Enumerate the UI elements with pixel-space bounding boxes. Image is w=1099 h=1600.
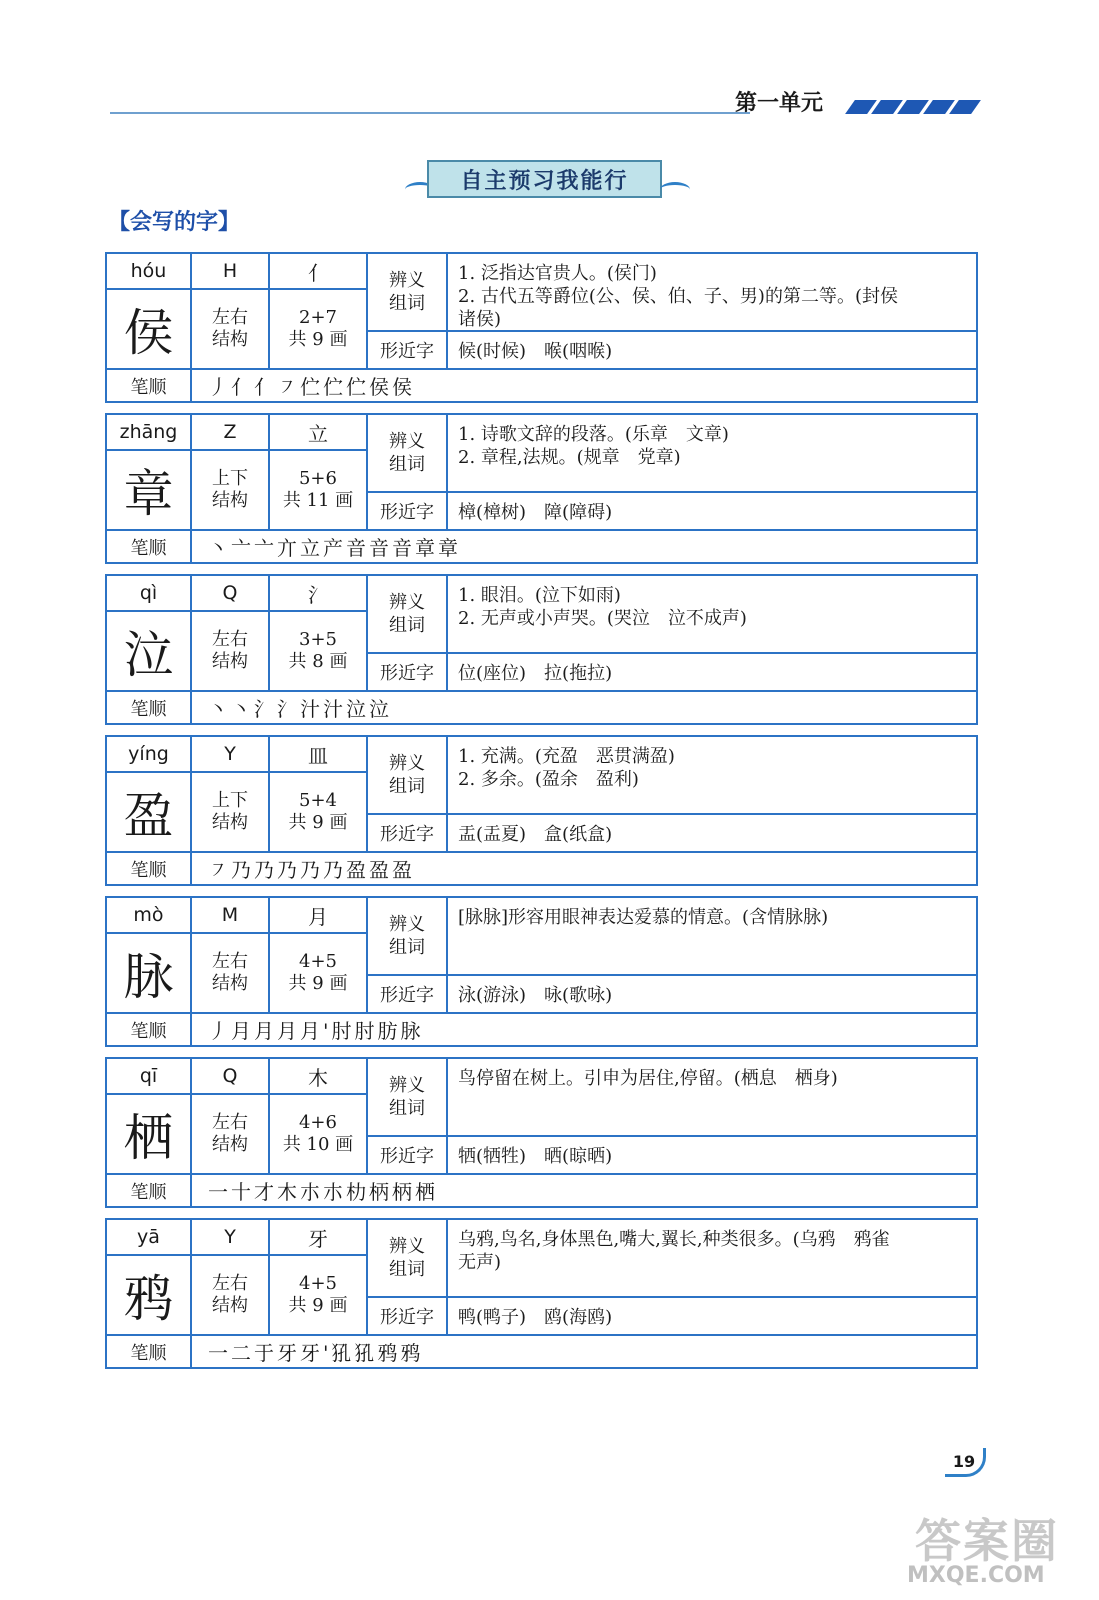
similar-chars: 候(时候) 喉(咽喉)	[458, 341, 613, 362]
pinyin: hóu	[107, 254, 192, 290]
char-entry	[105, 413, 978, 564]
stroke-order-label: 笔顺	[107, 529, 192, 562]
stroke-order-label: 笔顺	[107, 368, 192, 401]
meaning-label: 辨义 组词	[368, 576, 448, 654]
pinyin: qī	[107, 1059, 192, 1095]
similar-chars: 泳(游泳) 咏(歌咏)	[458, 985, 613, 1006]
character: 泣	[107, 612, 192, 690]
stroke-order-label: 笔顺	[107, 1012, 192, 1045]
meaning-label: 辨义 组词	[368, 254, 448, 332]
radical: 氵	[270, 576, 368, 612]
similar-chars: 位(座位) 拉(拖拉)	[458, 663, 613, 684]
initial: Q	[192, 1059, 270, 1095]
pinyin: mò	[107, 898, 192, 934]
watermark-url: MXQE.COM	[907, 1563, 1045, 1588]
watermark	[905, 1505, 1085, 1595]
stroke-order-label: 笔顺	[107, 1334, 192, 1367]
structure: 上下 结构	[192, 451, 270, 529]
meaning: [脉脉]形容用眼神表达爱慕的情意。(含情脉脉)	[448, 898, 976, 976]
pinyin: qì	[107, 576, 192, 612]
initial: Y	[192, 1220, 270, 1256]
similar-chars: 盂(盂夏) 盒(纸盒)	[458, 824, 613, 845]
similar-label: 形近字	[368, 976, 448, 1012]
character: 盈	[107, 773, 192, 851]
radical: 立	[270, 415, 368, 451]
initial: Q	[192, 576, 270, 612]
meaning-label: 辨义 组词	[368, 1059, 448, 1137]
stroke-order: 丶亠亠亣立产音音音章章	[192, 529, 976, 562]
stroke-order: ㇇乃乃乃乃乃盈盈盈	[192, 851, 976, 884]
page-number: 19	[945, 1448, 986, 1477]
similar-chars: 牺(牺牲) 晒(晾晒)	[458, 1146, 613, 1167]
radical: 亻	[270, 254, 368, 290]
char-entry	[105, 574, 978, 725]
structure: 上下 结构	[192, 773, 270, 851]
meaning: 1. 泛指达官贵人。(侯门) 2. 古代五等爵位(公、侯、伯、子、男)的第二等。(封侯 诸侯)	[448, 254, 976, 332]
stroke-count: 4+5 共 9 画	[270, 1256, 368, 1334]
meaning: 1. 眼泪。(泣下如雨) 2. 无声或小声哭。(哭泣 泣不成声)	[448, 576, 976, 654]
similar-label: 形近字	[368, 1137, 448, 1173]
character: 侯	[107, 290, 192, 368]
similar-label: 形近字	[368, 493, 448, 529]
similar-label: 形近字	[368, 815, 448, 851]
pinyin: yā	[107, 1220, 192, 1256]
meaning: 1. 诗歌文辞的段落。(乐章 文章) 2. 章程,法规。(规章 党章)	[448, 415, 976, 493]
structure: 左右 结构	[192, 290, 270, 368]
char-entry	[105, 252, 978, 403]
header-stripes	[850, 100, 976, 114]
banner-title: 自主预习我能行	[427, 160, 662, 198]
stroke-order: 一二于牙牙'犼犼鸦鸦	[192, 1334, 976, 1367]
radical: 月	[270, 898, 368, 934]
structure: 左右 结构	[192, 1256, 270, 1334]
character-table	[105, 252, 978, 1379]
similar-chars: 樟(樟树) 障(障碍)	[458, 502, 613, 523]
stroke-order: 丿亻亻㇇伫伫伫侯侯	[192, 368, 976, 401]
radical: 牙	[270, 1220, 368, 1256]
structure: 左右 结构	[192, 1095, 270, 1173]
section-banner	[405, 160, 690, 202]
character: 栖	[107, 1095, 192, 1173]
stroke-order: 一十才木朩朩朸柄柄栖	[192, 1173, 976, 1206]
character: 章	[107, 451, 192, 529]
char-entry	[105, 896, 978, 1047]
meaning-label: 辨义 组词	[368, 415, 448, 493]
header-rule	[110, 112, 750, 114]
meaning-label: 辨义 组词	[368, 737, 448, 815]
initial: Y	[192, 737, 270, 773]
similar-label: 形近字	[368, 332, 448, 368]
stroke-count: 2+7 共 9 画	[270, 290, 368, 368]
stroke-order-label: 笔顺	[107, 690, 192, 723]
similar-label: 形近字	[368, 654, 448, 690]
similar-chars: 鸭(鸭子) 鸥(海鸥)	[458, 1307, 613, 1328]
wave-decoration-right	[660, 182, 690, 197]
character: 鸦	[107, 1256, 192, 1334]
unit-title: 第一单元	[735, 91, 824, 116]
stroke-order-label: 笔顺	[107, 851, 192, 884]
stroke-count: 5+4 共 9 画	[270, 773, 368, 851]
radical: 木	[270, 1059, 368, 1095]
initial: Z	[192, 415, 270, 451]
meaning-label: 辨义 组词	[368, 898, 448, 976]
stroke-order-label: 笔顺	[107, 1173, 192, 1206]
stroke-count: 5+6 共 11 画	[270, 451, 368, 529]
structure: 左右 结构	[192, 612, 270, 690]
stroke-order: 丿月月月月'肘肘肪脉	[192, 1012, 976, 1045]
char-entry	[105, 1057, 978, 1208]
structure: 左右 结构	[192, 934, 270, 1012]
initial: M	[192, 898, 270, 934]
stroke-count: 4+5 共 9 画	[270, 934, 368, 1012]
stroke-count: 4+6 共 10 画	[270, 1095, 368, 1173]
character: 脉	[107, 934, 192, 1012]
initial: H	[192, 254, 270, 290]
section-label: 【会写的字】	[108, 210, 241, 235]
meaning: 1. 充满。(充盈 恶贯满盈) 2. 多余。(盈余 盈利)	[448, 737, 976, 815]
pinyin: yíng	[107, 737, 192, 773]
stroke-count: 3+5 共 8 画	[270, 612, 368, 690]
char-entry	[105, 1218, 978, 1369]
char-entry	[105, 735, 978, 886]
stroke-order: 丶丶氵氵汁汁泣泣	[192, 690, 976, 723]
radical: 皿	[270, 737, 368, 773]
meaning: 鸟停留在树上。引申为居住,停留。(栖息 栖身)	[448, 1059, 976, 1137]
meaning: 乌鸦,鸟名,身体黑色,嘴大,翼长,种类很多。(乌鸦 鸦雀 无声)	[448, 1220, 976, 1298]
pinyin: zhāng	[107, 415, 192, 451]
similar-label: 形近字	[368, 1298, 448, 1334]
watermark-text: 答案圈	[915, 1514, 1059, 1568]
meaning-label: 辨义 组词	[368, 1220, 448, 1298]
